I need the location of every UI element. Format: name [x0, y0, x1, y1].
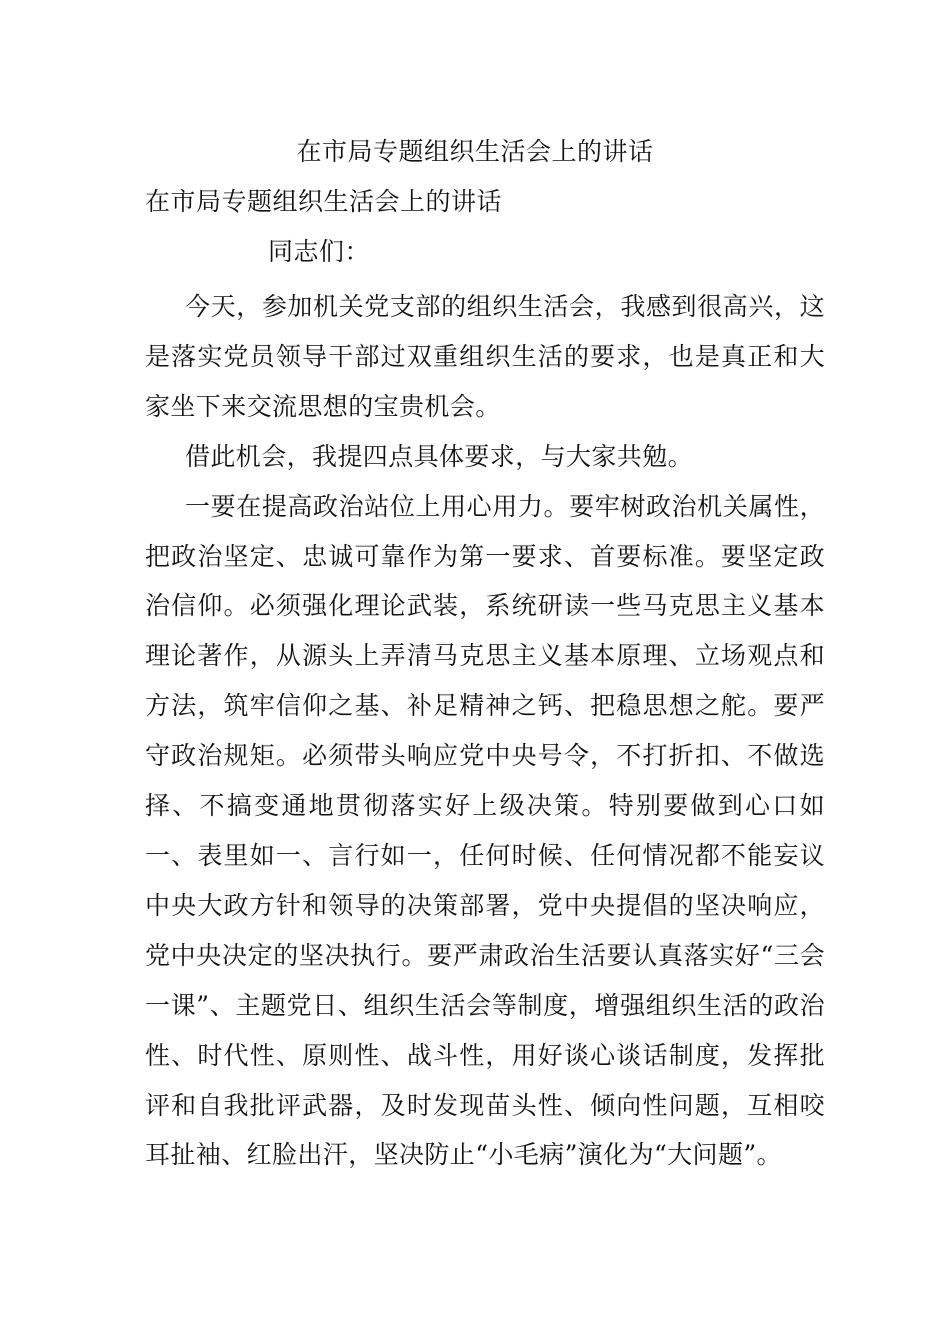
document-body [145, 282, 825, 1180]
document-subtitle: 在市局专题组织生活会上的讲话 [145, 187, 503, 216]
paragraph-requirements-intro: 借此机会，我提四点具体要求，与大家共勉。 [185, 441, 694, 471]
paragraph-first-requirement: 一要在提高政治站位上用心用力。要牢树政治机关属性，把政治坚定、忠诚可靠作为第一要求、首要标准。要坚定政治信仰。必须强化理论武装，系统研读一些马克思主义基本理论著作，从源头上弄清马克思主义基本原理、立场观点和方法，筑牢信仰之基、补足精神之钙、把稳思想之舵。要严守政治规矩。必须带头响应党中央号令，不打折扣、不做选择、不搞变通地贯彻落实好上级决策。特别要做到心口如一、表里如一、言行如一，任何时候、任何情况都不能妄议中央大政方针和领导的决策部署，党中央提倡的坚决响应，党中央决定的坚决执行。要严肃政治生活要认真落实好“三会一课”、主题党日、组织生活会等制度，增强组织生活的政治性、时代性、原则性、战斗性，用好谈心谈话制度，发挥批评和自我批评武器，及时发现苗头性、倾向性问题，互相咬耳扯袖、红脸出汗，坚决防止“小毛病”演化为“大问题”。 [145, 491, 825, 1170]
paragraph-opening: 今天，参加机关党支部的组织生活会，我感到很高兴，这是落实党员领导干部过双重组织生活的要求，也是真正和大家坐下来交流思想的宝贵机会。 [145, 292, 825, 421]
greeting: 同志们： [268, 237, 371, 266]
document-title: 在市局专题组织生活会上的讲话 [296, 137, 654, 166]
